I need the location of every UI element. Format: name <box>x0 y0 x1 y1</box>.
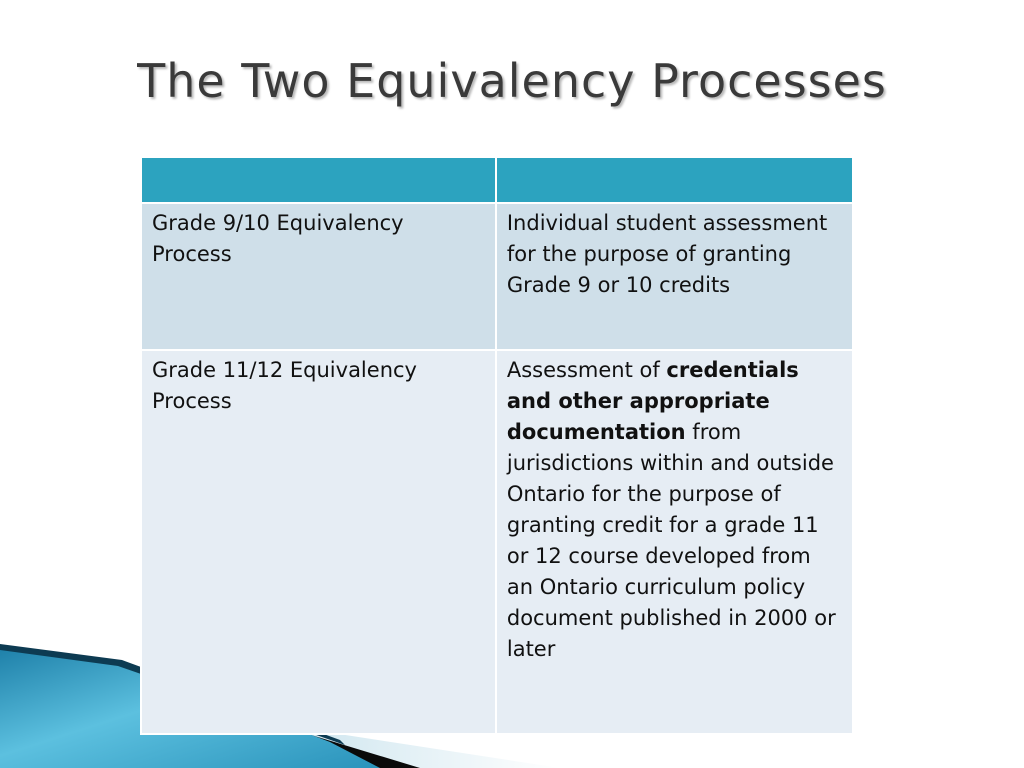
header-cell-process <box>141 157 496 203</box>
table-row <box>141 350 853 734</box>
process-description-cell: Individual student assessment for the purpose of granting Grade 9 or 10 credits <box>496 203 853 350</box>
slide-title: The Two Equivalency Processes <box>137 54 887 108</box>
process-description-cell <box>496 350 853 734</box>
process-name-cell: Grade 9/10 Equivalency Process <box>141 203 496 350</box>
description-bold-text: credentials and other appropriate documentation <box>506 358 799 444</box>
table-row <box>141 203 853 350</box>
description-tail-text: from jurisdictions within and outside Ontario for the purpose of granting credit for a grade 11 or 12 course developed from an Ontario curriculum policy document published in 2000 or later <box>506 420 836 661</box>
process-name-cell: Grade 11/12 Equivalency Process <box>141 350 496 734</box>
table-header-row <box>141 157 853 203</box>
description-lead-text: Assessment of <box>506 358 667 382</box>
equivalency-table <box>140 156 854 735</box>
header-cell-description <box>496 157 853 203</box>
